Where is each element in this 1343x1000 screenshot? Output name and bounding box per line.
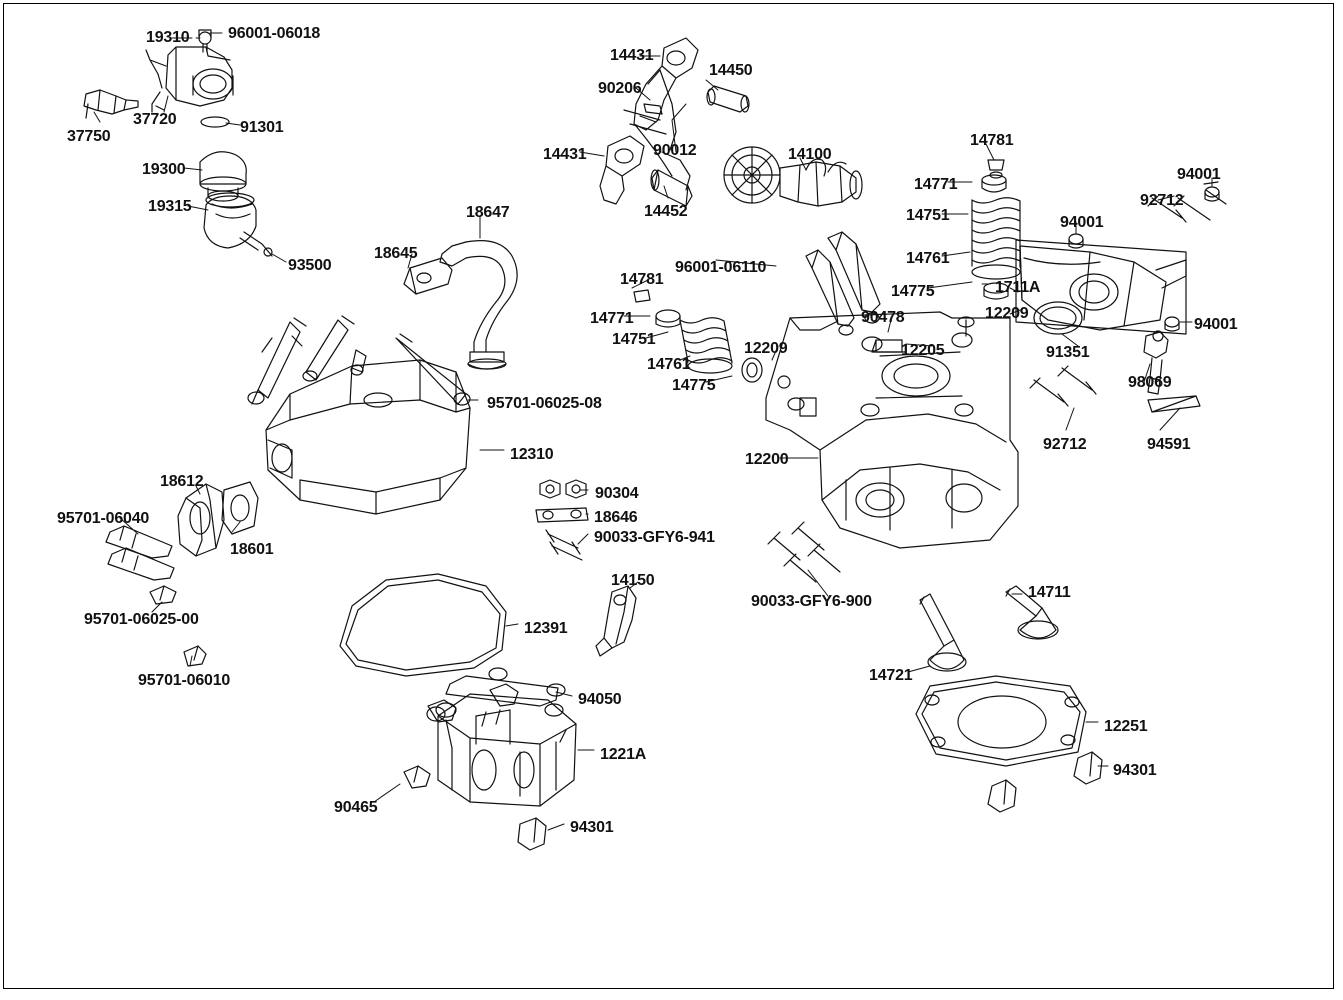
part-label-94301-bottom[interactable]: 94301: [570, 819, 614, 836]
part-label-90206[interactable]: 90206: [598, 80, 642, 97]
part-label-94001-c[interactable]: 94001: [1194, 316, 1238, 333]
part-label-12209-left[interactable]: 12209: [744, 340, 788, 357]
part-label-14711[interactable]: 14711: [1028, 584, 1071, 601]
part-label-95701-06025-00[interactable]: 95701-06025-00: [84, 611, 199, 628]
part-12251-gasket: [916, 676, 1086, 766]
part-label-92712-upper[interactable]: 92712: [1140, 192, 1184, 209]
part-label-12205[interactable]: 12205: [901, 342, 945, 359]
part-90206-bolt: [644, 104, 662, 114]
part-valve-spring-left: [634, 290, 790, 388]
part-label-14150[interactable]: 14150: [611, 572, 655, 589]
part-12310-head-cover: [248, 316, 470, 514]
part-14721-valve: [920, 594, 966, 671]
part-18612-insulator: [178, 484, 224, 556]
part-94591-clip: [1148, 396, 1200, 412]
part-label-14452[interactable]: 14452: [644, 203, 688, 220]
part-label-14431-lower[interactable]: 14431: [543, 146, 587, 163]
part-label-14775-right[interactable]: 14775: [891, 283, 935, 300]
part-label-96001-06018[interactable]: 96001-06018: [228, 25, 321, 42]
part-label-90304[interactable]: 90304: [595, 485, 639, 502]
part-90304-nuts: [540, 480, 586, 498]
part-label-14761-right[interactable]: 14761: [906, 250, 950, 267]
part-label-12251[interactable]: 12251: [1104, 718, 1148, 735]
part-label-96001-06110[interactable]: 96001-06110: [675, 259, 767, 276]
part-label-14771-left[interactable]: 14771: [590, 310, 634, 327]
part-label-90465[interactable]: 90465: [334, 799, 378, 816]
part-label-18646[interactable]: 18646: [594, 509, 638, 526]
part-label-91351[interactable]: 91351: [1046, 344, 1090, 361]
part-label-95701-06010[interactable]: 95701-06010: [138, 672, 231, 689]
part-label-90012[interactable]: 90012: [653, 142, 697, 159]
part-label-37750[interactable]: 37750: [67, 128, 111, 145]
part-label-1221A[interactable]: 1221A: [600, 746, 647, 763]
part-label-94001-b[interactable]: 94001: [1060, 214, 1104, 231]
part-label-14751-left[interactable]: 14751: [612, 331, 656, 348]
part-label-19315[interactable]: 19315: [148, 198, 192, 215]
part-label-18645[interactable]: 18645: [374, 245, 418, 262]
part-label-14761-left[interactable]: 14761: [647, 356, 691, 373]
part-label-19310[interactable]: 19310: [146, 29, 190, 46]
part-18601-gasket: [222, 482, 258, 534]
part-label-93500[interactable]: 93500: [288, 257, 332, 274]
part-label-94591[interactable]: 94591: [1147, 436, 1191, 453]
part-18646-gasket: [536, 508, 588, 522]
part-1221A-rocker-housing: [404, 668, 576, 850]
part-90033-900-studs: [768, 522, 840, 582]
part-label-12391[interactable]: 12391: [524, 620, 568, 637]
part-label-94001-a[interactable]: 94001: [1177, 166, 1221, 183]
part-label-98069[interactable]: 98069: [1128, 374, 1172, 391]
part-label-12310[interactable]: 12310: [510, 446, 554, 463]
part-19315-joint: [204, 193, 272, 256]
part-18647-pipe: [440, 241, 517, 369]
part-label-14721[interactable]: 14721: [869, 667, 913, 684]
part-label-14100[interactable]: 14100: [788, 146, 832, 163]
part-label-94301-right[interactable]: 94301: [1113, 762, 1157, 779]
part-label-95701-06025-08[interactable]: 95701-06025-08: [487, 395, 602, 412]
part-90033-941-studs: [546, 530, 582, 560]
part-14150-tensioner: [596, 586, 636, 656]
part-label-90033-GFY6-900[interactable]: 90033-GFY6-900: [751, 593, 872, 610]
part-label-18601[interactable]: 18601: [230, 541, 274, 558]
part-label-14751-right[interactable]: 14751: [906, 207, 950, 224]
part-14450-shaft: [707, 86, 749, 112]
part-label-14431-top[interactable]: 14431: [610, 47, 654, 64]
part-1711A-manifold: [1020, 246, 1186, 330]
part-label-14775-left[interactable]: 14775: [672, 377, 716, 394]
part-91351-oring: [1034, 302, 1082, 334]
part-label-95701-06040[interactable]: 95701-06040: [57, 510, 150, 527]
part-label-91301[interactable]: 91301: [240, 119, 284, 136]
part-label-12200[interactable]: 12200: [745, 451, 789, 468]
part-label-14781-right[interactable]: 14781: [970, 132, 1014, 149]
part-label-90478[interactable]: 90478: [861, 309, 905, 326]
part-label-14781-left[interactable]: 14781: [620, 271, 664, 288]
part-label-18647[interactable]: 18647: [466, 204, 510, 221]
part-label-37720[interactable]: 37720: [133, 111, 177, 128]
part-12391-gasket: [340, 574, 506, 676]
part-92712-pins-lower: [1030, 366, 1096, 406]
part-95701-bolts: [106, 526, 206, 666]
part-label-14450[interactable]: 14450: [709, 62, 753, 79]
part-94301-dowels: [988, 752, 1102, 812]
part-label-1711A[interactable]: 1711A: [995, 279, 1041, 296]
part-label-90033-GFY6-941[interactable]: 90033-GFY6-941: [594, 529, 715, 546]
part-label-14771-right[interactable]: 14771: [914, 176, 958, 193]
part-label-92712-lower[interactable]: 92712: [1043, 436, 1087, 453]
part-label-12209-right[interactable]: 12209: [985, 305, 1029, 322]
part-label-19300[interactable]: 19300: [142, 161, 186, 178]
part-37750-sensor: [84, 90, 138, 118]
part-label-94050[interactable]: 94050: [578, 691, 622, 708]
part-label-18612[interactable]: 18612: [160, 473, 204, 490]
